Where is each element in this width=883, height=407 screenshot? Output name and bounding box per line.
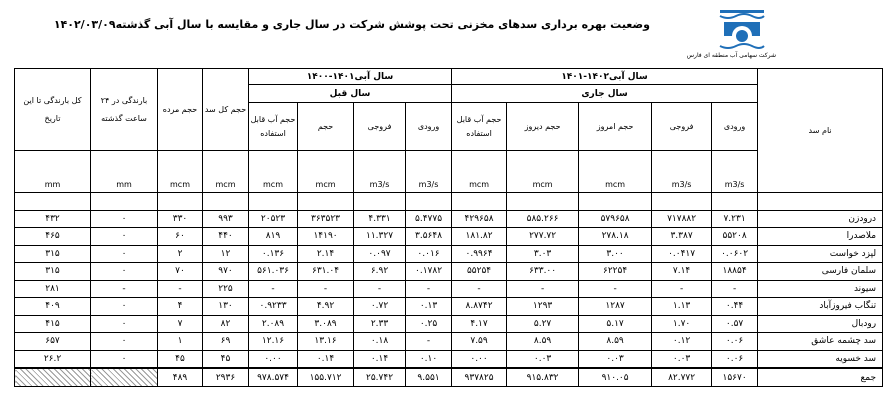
cur-outflow-cell: ۷.۱۴ — [652, 263, 712, 281]
total-last-outflow: ۲۵.۷۴۲ — [354, 368, 406, 387]
last-usable-cell: ۲۰۵۲۳ — [249, 210, 298, 228]
unit-last-volume: mcm — [298, 151, 354, 193]
last-inflow-cell: - — [406, 333, 452, 351]
cur-outflow-cell: ۱.۷۰ — [652, 315, 712, 333]
last-inflow-cell: ۳.۵۶۴۸ — [406, 228, 452, 246]
last-usable-cell: ۰.۰۰ — [249, 350, 298, 368]
dam-status-table-container — [14, 68, 877, 383]
last-outflow-cell: ۱۱.۳۲۷ — [354, 228, 406, 246]
cur-usable-cell: ۵۵۲۵۴ — [452, 263, 507, 281]
last-usable-cell: ۸۱۹ — [249, 228, 298, 246]
spacer-cell — [452, 193, 507, 211]
last-volume-cell: ۳۶۳۵۲۳ — [298, 210, 354, 228]
cur-usable-cell: ۸.۸۷۴۲ — [452, 298, 507, 316]
last-outflow-cell: ۰.۱۴ — [354, 350, 406, 368]
spacer-cell — [249, 193, 298, 211]
total-last-volume: ۱۵۵.۷۱۲ — [298, 368, 354, 387]
header-rain-total: کل بارندگی تا این تاریخ — [15, 69, 91, 151]
rain-total-cell: ۲۸۱ — [15, 280, 91, 298]
cur-inflow-cell: ۰.۴۴ — [712, 298, 758, 316]
last-volume-cell: ۰.۱۴ — [298, 350, 354, 368]
rain-total-cell: ۴۰۹ — [15, 298, 91, 316]
last-volume-cell: ۱۴۱۹۰ — [298, 228, 354, 246]
header-last-year-label: سال قبل — [249, 85, 452, 103]
last-inflow-cell: ۰.۱۰ — [406, 350, 452, 368]
dam-name-cell: رودبال — [758, 315, 883, 333]
total-capacity-cell: ۶۹ — [203, 333, 249, 351]
total-cur-usable: ۹۳۷۸۲۵ — [452, 368, 507, 387]
cur-volume-yesterday-cell: ۲۷۷.۷۲ — [507, 228, 579, 246]
cur-inflow-cell: ۰.۰۶ — [712, 333, 758, 351]
last-outflow-cell: ۶.۹۲ — [354, 263, 406, 281]
cur-volume-today-cell: ۱۲۸۷ — [579, 298, 652, 316]
total-label: جمع — [758, 368, 883, 387]
total-cur-inflow: ۱۵۶۷۰ — [712, 368, 758, 387]
cur-volume-yesterday-cell: ۱۲۹۳ — [507, 298, 579, 316]
unit-dead-volume: mcm — [158, 151, 203, 193]
cur-volume-today-cell: ۵.۱۷ — [579, 315, 652, 333]
rain-total-cell: ۳۱۵ — [15, 263, 91, 281]
spacer-cell — [354, 193, 406, 211]
last-outflow-cell: ۰.۱۸ — [354, 333, 406, 351]
spacer-cell — [406, 193, 452, 211]
logo-caption: شرکت سهامی آب منطقه ای فارس — [686, 52, 776, 59]
header-last-year-group: سال آبی۱۴۰۱-۱۴۰۰ — [249, 69, 452, 85]
cur-volume-today-cell: ۸.۵۹ — [579, 333, 652, 351]
rain-24h-cell: ۰ — [91, 210, 158, 228]
last-inflow-cell: ۰.۲۵ — [406, 315, 452, 333]
dead-volume-cell: - — [158, 280, 203, 298]
rain-24h-cell: ۰ — [91, 350, 158, 368]
last-outflow-cell: ۴.۳۳۱ — [354, 210, 406, 228]
total-capacity-cell: ۹۷۰ — [203, 263, 249, 281]
spacer-cell — [158, 193, 203, 211]
unit-cur-usable: mcm — [452, 151, 507, 193]
total-rain-total — [15, 368, 91, 387]
header-last-inflow: ورودی — [406, 103, 452, 151]
cur-volume-yesterday-cell: ۳.۰۳ — [507, 245, 579, 263]
dead-volume-cell: ۳۳۰ — [158, 210, 203, 228]
cur-usable-cell: - — [452, 280, 507, 298]
cur-volume-yesterday-cell: - — [507, 280, 579, 298]
cur-inflow-cell: ۵۵۲۰۸ — [712, 228, 758, 246]
last-outflow-cell: ۰.۰۹۷ — [354, 245, 406, 263]
dam-name-cell: ملاصدرا — [758, 228, 883, 246]
spacer-cell — [758, 193, 883, 211]
cur-usable-cell: ۷.۵۹ — [452, 333, 507, 351]
spacer-cell — [507, 193, 579, 211]
last-inflow-cell: - — [406, 280, 452, 298]
total-capacity-cell: ۴۵ — [203, 350, 249, 368]
header-cur-outflow: فروجی — [652, 103, 712, 151]
dead-volume-cell: ۴۵ — [158, 350, 203, 368]
last-inflow-cell: ۵.۴۷۷۵ — [406, 210, 452, 228]
table-row — [15, 280, 883, 298]
total-row — [15, 368, 883, 387]
last-inflow-cell: ۰.۱۳ — [406, 298, 452, 316]
rain-24h-cell: ۰ — [91, 228, 158, 246]
total-last-inflow: ۹.۵۵۱ — [406, 368, 452, 387]
dead-volume-cell: ۷ — [158, 315, 203, 333]
total-last-usable: ۹۷۸.۵۷۴ — [249, 368, 298, 387]
rain-total-cell: ۴۳۲ — [15, 210, 91, 228]
dam-name-cell: سلمان فارسی — [758, 263, 883, 281]
spacer-cell — [579, 193, 652, 211]
last-usable-cell: - — [249, 280, 298, 298]
cur-outflow-cell: ۳.۳۸۷ — [652, 228, 712, 246]
header-cur-inflow: ورودی — [712, 103, 758, 151]
unit-cur-yesterday: mcm — [507, 151, 579, 193]
header-dam-name: نام سد — [758, 69, 883, 193]
table-row — [15, 315, 883, 333]
last-volume-cell: ۴.۹۲ — [298, 298, 354, 316]
cur-volume-today-cell: ۵۷۹۶۵۸ — [579, 210, 652, 228]
dam-name-cell: تنگاب فیروزآباد — [758, 298, 883, 316]
rain-24h-cell: - — [91, 280, 158, 298]
unit-cur-inflow: m3/s — [712, 151, 758, 193]
spacer-cell — [652, 193, 712, 211]
dead-volume-cell: ۲ — [158, 245, 203, 263]
spacer-cell — [15, 193, 91, 211]
unit-last-usable: mcm — [249, 151, 298, 193]
cur-outflow-cell: ۷۱۷۸۸۲ — [652, 210, 712, 228]
cur-volume-today-cell: - — [579, 280, 652, 298]
dead-volume-cell: ۶۰ — [158, 228, 203, 246]
cur-inflow-cell: ۰.۵۷ — [712, 315, 758, 333]
cur-inflow-cell: ۷.۲۳۱ — [712, 210, 758, 228]
cur-outflow-cell: ۱.۱۳ — [652, 298, 712, 316]
last-inflow-cell: ۰.۱۷۸۲ — [406, 263, 452, 281]
cur-usable-cell: ۴.۱۷ — [452, 315, 507, 333]
total-capacity: ۲۹۳۶ — [203, 368, 249, 387]
rain-24h-cell: ۰ — [91, 245, 158, 263]
last-volume-cell: ۲.۱۴ — [298, 245, 354, 263]
last-outflow-cell: ۰.۷۲ — [354, 298, 406, 316]
last-volume-cell: - — [298, 280, 354, 298]
header-last-volume: حجم — [298, 103, 354, 151]
last-usable-cell: ۲.۰۸۹ — [249, 315, 298, 333]
last-inflow-cell: ۰.۰۱۶ — [406, 245, 452, 263]
rain-total-cell: ۴۶۵ — [15, 228, 91, 246]
table-row — [15, 228, 883, 246]
unit-cur-outflow: m3/s — [652, 151, 712, 193]
unit-rain-24h: mm — [91, 151, 158, 193]
spacer-cell — [298, 193, 354, 211]
total-capacity-cell: ۴۴۰ — [203, 228, 249, 246]
cur-volume-today-cell: ۰.۰۳ — [579, 350, 652, 368]
header-current-year-group: سال آبی۱۴۰۲-۱۴۰۱ — [452, 69, 758, 85]
dead-volume-cell: ۱ — [158, 333, 203, 351]
table-row — [15, 210, 883, 228]
table-row — [15, 263, 883, 281]
last-usable-cell: ۱۲.۱۶ — [249, 333, 298, 351]
dead-volume-cell: ۴ — [158, 298, 203, 316]
table-body — [15, 193, 883, 369]
last-volume-cell: ۱۳.۱۶ — [298, 333, 354, 351]
dam-name-cell: لپزد خواست — [758, 245, 883, 263]
header-cur-usable: حجم آب قابل استفاده — [452, 103, 507, 151]
header-spacer-row — [15, 193, 883, 211]
cur-usable-cell: ۰.۹۹۶۴ — [452, 245, 507, 263]
total-capacity-cell: ۹۹۳ — [203, 210, 249, 228]
header-dead-volume: حجم مرده — [158, 69, 203, 151]
rain-24h-cell: ۰ — [91, 298, 158, 316]
last-usable-cell: ۰.۱۳۶ — [249, 245, 298, 263]
cur-outflow-cell: ۰.۱۲ — [652, 333, 712, 351]
cur-volume-yesterday-cell: ۶۳۳.۰۰ — [507, 263, 579, 281]
cur-outflow-cell: ۰.۰۴۱۷ — [652, 245, 712, 263]
cur-volume-yesterday-cell: ۰.۰۳ — [507, 350, 579, 368]
table-row — [15, 245, 883, 263]
unit-cur-today: mcm — [579, 151, 652, 193]
last-usable-cell: ۵۶۱.۰۳۶ — [249, 263, 298, 281]
dam-name-cell: سیوند — [758, 280, 883, 298]
cur-volume-yesterday-cell: ۵.۲۷ — [507, 315, 579, 333]
unit-last-inflow: m3/s — [406, 151, 452, 193]
dead-volume-cell: ۷۰ — [158, 263, 203, 281]
cur-inflow-cell: ۰.۰۶۰۲ — [712, 245, 758, 263]
header-current-year-label: سال جاری — [452, 85, 758, 103]
header-rain-24h: بارندگی در ۲۴ ساعت گذشته — [91, 69, 158, 151]
rain-24h-cell: ۰ — [91, 315, 158, 333]
dam-name-cell: درودزن — [758, 210, 883, 228]
header-last-usable: حجم آب قابل استفاده — [249, 103, 298, 151]
rain-total-cell: ۶۵۷ — [15, 333, 91, 351]
cur-usable-cell: ۰.۰۰ — [452, 350, 507, 368]
rain-total-cell: ۳۱۵ — [15, 245, 91, 263]
last-outflow-cell: ۲.۳۳ — [354, 315, 406, 333]
header-cur-volume-today: حجم امروز — [579, 103, 652, 151]
last-volume-cell: ۳.۰۸۹ — [298, 315, 354, 333]
cur-inflow-cell: ۱۸۸۵۴ — [712, 263, 758, 281]
total-cur-outflow: ۸۲.۷۷۲ — [652, 368, 712, 387]
total-cur-today: ۹۱۰.۰۵ — [579, 368, 652, 387]
dam-status-table — [14, 68, 883, 387]
report-title: وضعیت بهره برداری سدهای مخزنی تحت پوشش شرکت در سال جاری و مقایسه با سال آبی گذشته۱۴۰۲/۰۳/۰۹ — [53, 18, 650, 31]
unit-last-outflow: m3/s — [354, 151, 406, 193]
cur-volume-today-cell: ۲۷۸.۱۸ — [579, 228, 652, 246]
table-row — [15, 333, 883, 351]
last-volume-cell: ۶۳۱.۰۴ — [298, 263, 354, 281]
total-capacity-cell: ۸۲ — [203, 315, 249, 333]
cur-outflow-cell: - — [652, 280, 712, 298]
rain-total-cell: ۲۶.۲ — [15, 350, 91, 368]
header-cur-volume-yesterday: حجم دیروز — [507, 103, 579, 151]
cur-usable-cell: ۱۸۱.۸۲ — [452, 228, 507, 246]
cur-volume-today-cell: ۶۲۲۵۴ — [579, 263, 652, 281]
rain-24h-cell: ۰ — [91, 333, 158, 351]
unit-total-capacity: mcm — [203, 151, 249, 193]
rain-total-cell: ۴۱۵ — [15, 315, 91, 333]
total-dead-volume: ۴۸۹ — [158, 368, 203, 387]
unit-rain-total: mm — [15, 151, 91, 193]
total-capacity-cell: ۱۲ — [203, 245, 249, 263]
dam-name-cell: سد خسویه — [758, 350, 883, 368]
cur-volume-yesterday-cell: ۵۸۵.۲۶۶ — [507, 210, 579, 228]
cur-outflow-cell: ۰.۰۳ — [652, 350, 712, 368]
total-capacity-cell: ۲۲۵ — [203, 280, 249, 298]
table-row — [15, 350, 883, 368]
total-capacity-cell: ۱۳۰ — [203, 298, 249, 316]
total-cur-yesterday: ۹۱۵.۸۳۲ — [507, 368, 579, 387]
spacer-cell — [91, 193, 158, 211]
last-usable-cell: ۰.۹۲۳۳ — [249, 298, 298, 316]
rain-24h-cell: ۰ — [91, 263, 158, 281]
spacer-cell — [712, 193, 758, 211]
dam-name-cell: سد چشمه عاشق — [758, 333, 883, 351]
header-total-capacity: حجم کل سد — [203, 69, 249, 151]
cur-inflow-cell: - — [712, 280, 758, 298]
header-last-outflow: فروجی — [354, 103, 406, 151]
cur-usable-cell: ۴۲۹۶۵۸ — [452, 210, 507, 228]
table-row — [15, 298, 883, 316]
cur-inflow-cell: ۰.۰۶ — [712, 350, 758, 368]
cur-volume-yesterday-cell: ۸.۵۹ — [507, 333, 579, 351]
cur-volume-today-cell: ۳.۰۰ — [579, 245, 652, 263]
spacer-cell — [203, 193, 249, 211]
last-outflow-cell: - — [354, 280, 406, 298]
total-rain-24h — [91, 368, 158, 387]
